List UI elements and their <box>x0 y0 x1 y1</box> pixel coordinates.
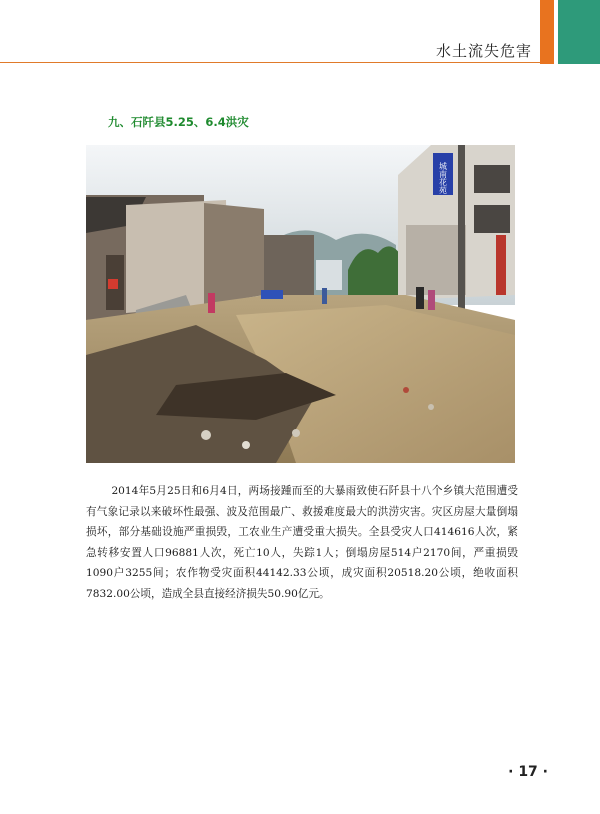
photo-red-pillar <box>496 235 506 295</box>
photo-stone-wall <box>204 203 264 305</box>
photo-person-4 <box>428 290 435 310</box>
body-paragraph: 2014年5月25日和6月4日，两场接踵而至的大暴雨致使石阡县十八个乡镇大范围遭受有气象记录以来破坏性最强、波及范围最广、救援难度最大的洪涝灾害。灾区房屋大量倒塌损坏，部分基础设施严重损毁，工农业生产遭受重大损失。全县受灾人口414616人次，紧急转移安置人口96881人次，死亡10人，失踪1人；倒塌房屋514户2170间，严重损毁1090户3255间；农作物受灾面积44142.33公顷，成灾面积20518.20公顷，绝收面积7832.00公顷，造成全县直接经济损失50.90亿元。 <box>86 485 518 600</box>
chapter-tab-green <box>558 0 600 64</box>
photo-stone-1 <box>201 430 211 440</box>
section-heading: 九、石阡县5.25、6.4洪灾 <box>108 115 249 129</box>
photo-stone-3 <box>292 429 300 437</box>
flood-photo <box>86 145 515 463</box>
photo-red-notice <box>108 279 118 289</box>
photo-sign-text: 城南花苑 <box>438 162 448 194</box>
chapter-tab-orange <box>540 0 554 64</box>
photo-person-2 <box>322 288 327 304</box>
photo-person-3 <box>416 287 424 309</box>
photo-distant-building <box>316 260 342 290</box>
photo-person-1 <box>208 293 215 313</box>
header-rule <box>0 62 540 63</box>
photo-stone-4 <box>403 387 409 393</box>
photo-tall-building <box>264 235 314 295</box>
chapter-title: 水土流失危害 <box>435 42 532 60</box>
photo-blue-tarp <box>261 290 283 299</box>
page-number: · 17 · <box>508 764 548 780</box>
photo-right-window-1 <box>474 165 510 193</box>
photo-stone-5 <box>428 404 434 410</box>
photo-right-window-2 <box>474 205 510 233</box>
photo-right-shop <box>406 225 466 295</box>
photo-stone-2 <box>242 441 250 449</box>
